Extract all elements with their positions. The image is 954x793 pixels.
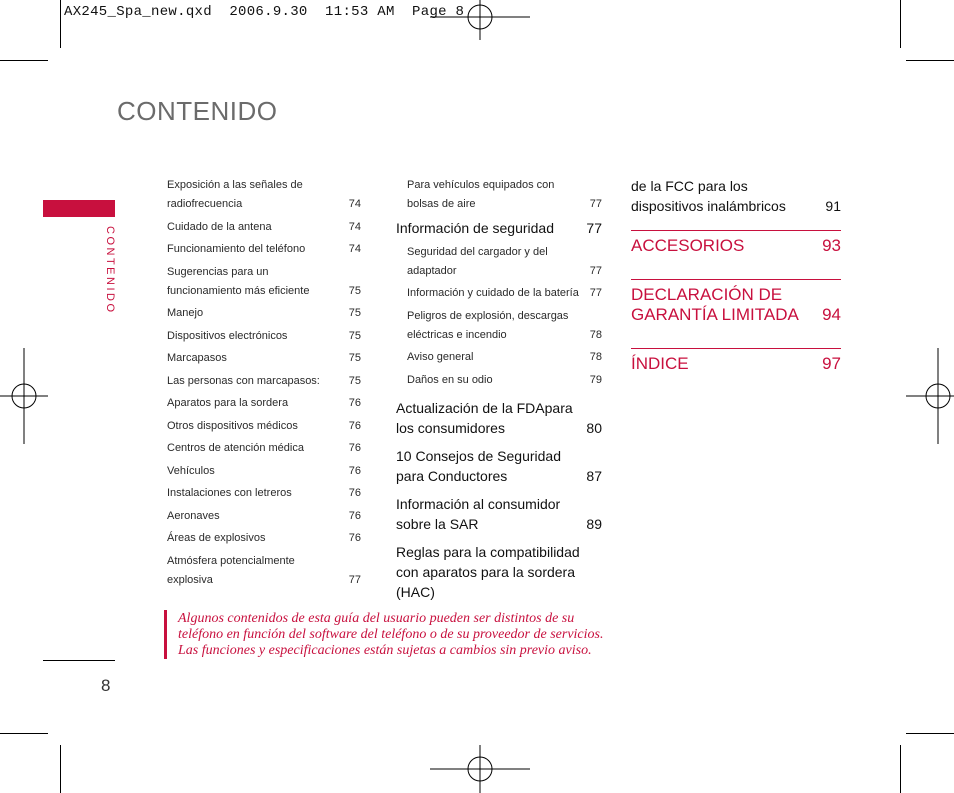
toc-entry[interactable] — [167, 394, 361, 413]
toc-entry-title: Otros dispositivos médicos — [167, 419, 298, 432]
toc-entry[interactable] — [167, 417, 361, 436]
registration-mark-top — [430, 0, 530, 40]
toc-entry-title: Centros de atención médica — [167, 442, 304, 454]
toc-section-page: 97 — [822, 353, 841, 373]
toc-section-title-line2: GARANTÍA LIMITADA — [631, 305, 799, 324]
toc-entry[interactable] — [167, 304, 361, 323]
toc-entry-page: 75 — [348, 329, 361, 342]
toc-entry-title: Manejo — [167, 307, 204, 319]
toc-section-accesorios[interactable] — [631, 230, 841, 257]
toc-entry-title: Para vehículos equipados con bolsas de aire — [407, 179, 555, 210]
toc-entry-title: Peligros de explosión, descargas eléctricas e incendio — [407, 309, 569, 341]
toc-entry[interactable] — [167, 529, 361, 548]
toc-section-indice[interactable] — [631, 348, 841, 375]
toc-heading-entry[interactable] — [396, 398, 602, 438]
toc-entry-page: 78 — [589, 351, 602, 363]
toc-section-page: 94 — [822, 305, 841, 324]
section-side-label: CONTENIDO — [104, 226, 116, 315]
toc-entry-page: 74 — [348, 198, 361, 210]
file-slug: AX245_Spa_new.qxd 2006.9.30 11:53 AM Page 8 — [64, 4, 465, 20]
toc-entry-title: Aparatos para la sordera — [167, 397, 289, 409]
toc-subentry[interactable] — [396, 348, 602, 367]
registration-mark-left — [0, 348, 48, 444]
toc-entry-page: 76 — [348, 397, 361, 409]
toc-entry[interactable] — [167, 240, 361, 259]
page-number-rule — [43, 660, 115, 661]
toc-entry-title: de la FCC para los dispositivos inalámbricos — [631, 178, 786, 214]
toc-section-title: ACCESORIOS — [631, 236, 745, 255]
toc-entry-title: Información y cuidado de la batería — [407, 287, 579, 299]
toc-entry-page: 75 — [348, 307, 361, 319]
registration-mark-bottom — [430, 745, 530, 793]
toc-entry[interactable] — [167, 462, 361, 481]
toc-heading-entry[interactable] — [396, 446, 602, 486]
toc-entry-title: Seguridad del cargador y del adaptador — [407, 245, 548, 277]
toc-entry[interactable] — [167, 507, 361, 526]
toc-entry-page: 76 — [348, 464, 361, 477]
toc-entry-page: 76 — [348, 532, 361, 544]
toc-entry[interactable] — [167, 372, 361, 391]
toc-entry[interactable] — [167, 263, 361, 301]
note-line: Las funciones y especificaciones están sujetas a cambios sin previo aviso. — [178, 643, 592, 658]
toc-entry-page: 77 — [589, 198, 602, 210]
toc-subentry[interactable] — [396, 307, 602, 345]
toc-heading-entry[interactable] — [396, 494, 602, 534]
toc-entry-page: 77 — [589, 264, 602, 277]
toc-entry-page: 79 — [589, 373, 602, 386]
toc-entry-title: Funcionamiento del teléfono — [167, 243, 306, 255]
toc-entry-title: Vehículos — [167, 464, 215, 477]
toc-subentry[interactable] — [396, 284, 602, 303]
toc-subentry[interactable] — [396, 371, 602, 390]
toc-column-1 — [167, 176, 361, 593]
toc-entry-title: Reglas para la compatibilidad con aparatos para la sordera (HAC) — [396, 543, 580, 600]
toc-entry-title: Información al consumidor sobre la SAR — [396, 495, 561, 532]
toc-entry-page: 76 — [348, 487, 361, 499]
toc-entry-title: Aeronaves — [167, 509, 220, 522]
toc-entry-title: Atmósfera potencialmente explosiva — [167, 554, 295, 586]
toc-entry-title: Daños en su odio — [407, 373, 493, 386]
toc-entry-title: Sugerencias para un funcionamiento más eficiente — [167, 265, 310, 297]
toc-entry[interactable] — [167, 218, 361, 237]
toc-section-title: DECLARACIÓN DE — [631, 284, 783, 304]
note-accent-bar — [164, 610, 167, 659]
registration-mark-right — [906, 348, 954, 444]
toc-entry-page: 77 — [348, 573, 361, 586]
toc-entry[interactable] — [167, 327, 361, 346]
toc-entry[interactable] — [167, 176, 361, 214]
note-line: Algunos contenidos de esta guía del usuario pueden ser distintos de su — [178, 611, 575, 626]
toc-subentry[interactable] — [396, 243, 602, 281]
toc-section-page: 93 — [822, 236, 841, 255]
toc-entry-title: Las personas con marcapasos: — [167, 374, 320, 387]
toc-entry-title: 10 Consejos de Seguridad para Conductores — [396, 447, 562, 484]
toc-entry[interactable] — [167, 349, 361, 368]
toc-subentry[interactable] — [396, 176, 602, 214]
toc-heading-entry[interactable] — [631, 176, 841, 216]
toc-entry-title: Información de seguridad — [396, 219, 554, 236]
toc-entry-title: Cuidado de la antena — [167, 220, 272, 233]
toc-entry-page: 77 — [586, 219, 602, 236]
section-tab-bar — [43, 200, 115, 217]
toc-entry-page: 89 — [586, 515, 602, 532]
toc-entry-title: Instalaciones con letreros — [167, 487, 292, 499]
toc-heading-entry[interactable] — [396, 218, 602, 238]
toc-entry-page: 74 — [348, 243, 361, 255]
toc-column-3 — [631, 176, 841, 374]
toc-entry-page: 74 — [348, 220, 361, 233]
toc-entry[interactable] — [167, 552, 361, 590]
toc-entry[interactable] — [167, 484, 361, 503]
toc-section-garantia[interactable] — [631, 279, 841, 326]
toc-entry-page: 87 — [586, 467, 602, 484]
toc-heading-entry[interactable] — [396, 542, 602, 602]
toc-entry-title: Áreas de explosivos — [167, 532, 266, 544]
toc-column-2 — [396, 176, 602, 610]
toc-entry-page: 78 — [589, 328, 602, 341]
toc-entry-title: Aviso general — [407, 351, 474, 363]
toc-entry-page: 75 — [348, 352, 361, 364]
page-title: CONTENIDO — [117, 96, 278, 126]
disclaimer-note — [178, 611, 638, 659]
toc-entry-title: Exposición a las señales de radiofrecuencia — [167, 179, 303, 210]
toc-entry[interactable] — [167, 439, 361, 458]
toc-entry-title: Actualización de la FDApara los consumidores — [396, 399, 573, 436]
toc-entry-page: 75 — [348, 374, 361, 387]
toc-section-title: ÍNDICE — [631, 353, 689, 373]
toc-entry-page: 91 — [825, 198, 841, 214]
toc-entry-page: 76 — [348, 419, 361, 432]
note-line: teléfono en función del software del teléfono o de su proveedor de servicios. — [178, 627, 604, 642]
page-number: 8 — [101, 676, 111, 695]
toc-entry-title: Marcapasos — [167, 352, 227, 364]
toc-entry-page: 77 — [589, 287, 602, 299]
toc-entry-page: 80 — [586, 419, 602, 436]
toc-entry-page: 76 — [348, 509, 361, 522]
toc-entry-page: 75 — [348, 284, 361, 297]
toc-entry-page: 76 — [348, 442, 361, 454]
toc-entry-title: Dispositivos electrónicos — [167, 329, 288, 342]
